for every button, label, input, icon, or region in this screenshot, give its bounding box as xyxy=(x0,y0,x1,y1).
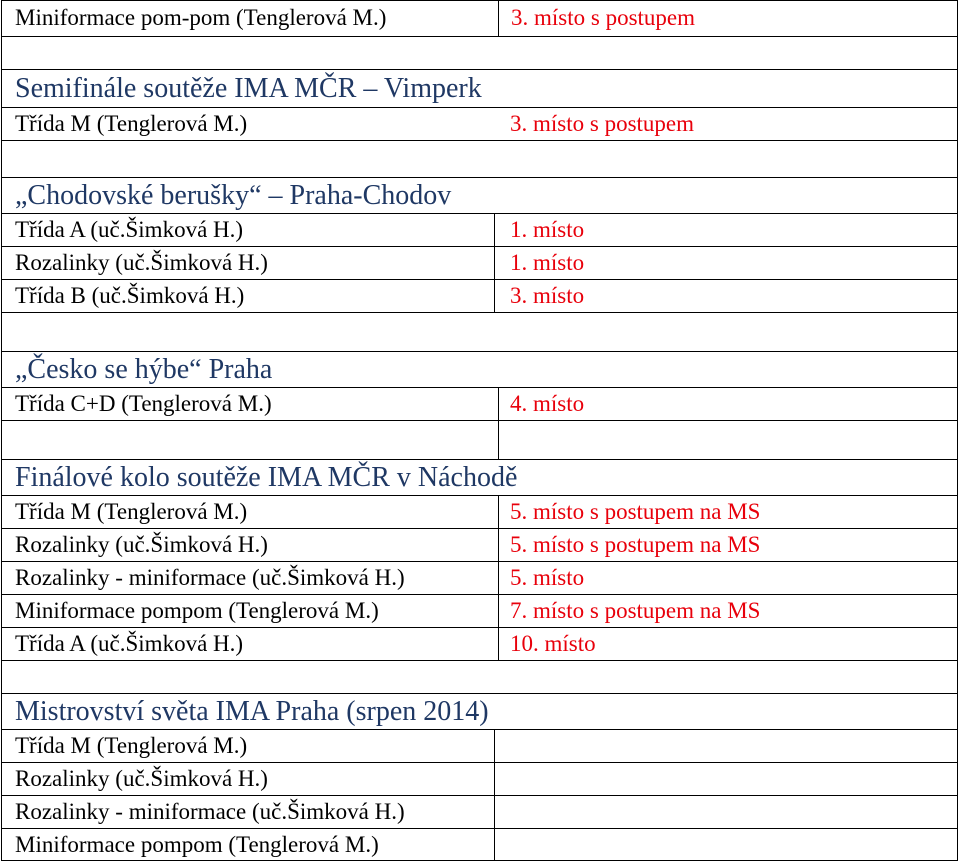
entry-name: Rozalinky (uč.Šimková H.) xyxy=(15,766,268,791)
entry-name: Rozalinky (uč.Šimková H.) xyxy=(15,250,268,275)
column-divider xyxy=(498,496,499,528)
table-row xyxy=(1,628,958,661)
section-heading-row xyxy=(1,70,958,108)
table-row xyxy=(1,214,958,247)
entry-name: Miniformace pompom (Tenglerová M.) xyxy=(15,832,379,857)
column-divider xyxy=(498,388,499,420)
section-heading-row xyxy=(1,694,958,730)
section-title: „Chodovské berušky“ – Praha-Chodov xyxy=(15,180,452,211)
column-divider xyxy=(494,280,495,312)
section-title: Semifinále soutěže IMA MČR – Vimperk xyxy=(15,73,482,104)
table-row xyxy=(1,108,958,141)
column-divider xyxy=(494,214,495,246)
entry-result: 1. místo xyxy=(510,217,585,242)
table-row xyxy=(1,595,958,628)
entry-result: 5. místo xyxy=(510,565,585,590)
section-title: Mistrovství světa IMA Praha (srpen 2014) xyxy=(15,696,489,727)
entry-result: 5. místo s postupem na MS xyxy=(510,499,761,524)
entry-result: 4. místo xyxy=(510,391,585,416)
column-divider xyxy=(498,595,499,627)
section-heading-row xyxy=(1,178,958,214)
spacer-row xyxy=(1,421,958,460)
column-divider xyxy=(494,730,495,762)
entry-name: Miniformace pom-pom (Tenglerová M.) xyxy=(15,5,387,30)
entry-name: Třída B (uč.Šimková H.) xyxy=(15,283,245,308)
table-row xyxy=(1,388,958,421)
section-heading-row xyxy=(1,460,958,496)
entry-result: 3. místo s postupem xyxy=(511,5,696,30)
section-title: „Česko se hýbe“ Praha xyxy=(15,354,273,385)
table-row xyxy=(1,280,958,313)
entry-name: Třída C+D (Tenglerová M.) xyxy=(15,391,272,416)
table-row xyxy=(1,247,958,280)
column-divider xyxy=(498,628,499,660)
entry-name: Rozalinky (uč.Šimková H.) xyxy=(15,532,268,557)
entry-name: Třída M (Tenglerová M.) xyxy=(15,733,248,758)
entry-name: Rozalinky - miniformace (uč.Šimková H.) xyxy=(15,565,405,590)
column-divider xyxy=(498,421,499,459)
table-row xyxy=(1,496,958,529)
table-row xyxy=(1,0,958,37)
spacer-row xyxy=(1,37,958,70)
column-divider xyxy=(498,529,499,561)
spacer-row xyxy=(1,661,958,694)
entry-result: 5. místo s postupem na MS xyxy=(510,532,761,557)
table-row xyxy=(1,730,958,763)
table-row xyxy=(1,529,958,562)
entry-result: 3. místo xyxy=(510,283,585,308)
column-divider xyxy=(494,763,495,795)
column-divider xyxy=(494,829,495,860)
section-heading-row xyxy=(1,352,958,388)
entry-result: 7. místo s postupem na MS xyxy=(510,598,761,623)
entry-name: Třída M (Tenglerová M.) xyxy=(15,111,248,136)
entry-name: Třída A (uč.Šimková H.) xyxy=(15,217,244,242)
table-row xyxy=(1,562,958,595)
entry-name: Rozalinky - miniformace (uč.Šimková H.) xyxy=(15,799,405,824)
column-divider xyxy=(498,1,499,36)
entry-result: 3. místo s postupem xyxy=(510,111,695,136)
entry-name: Třída M (Tenglerová M.) xyxy=(15,499,248,524)
column-divider xyxy=(494,247,495,279)
table-row xyxy=(1,829,958,861)
table-row xyxy=(1,796,958,829)
spacer-row xyxy=(1,141,958,178)
entry-name: Třída A (uč.Šimková H.) xyxy=(15,631,244,656)
entry-name: Miniformace pompom (Tenglerová M.) xyxy=(15,598,379,623)
spacer-row xyxy=(1,313,958,352)
column-divider xyxy=(494,796,495,828)
column-divider xyxy=(498,562,499,594)
table-row xyxy=(1,763,958,796)
entry-result: 10. místo xyxy=(510,631,596,656)
section-title: Finálové kolo soutěže IMA MČR v Náchodě xyxy=(15,462,518,493)
entry-result: 1. místo xyxy=(510,250,585,275)
